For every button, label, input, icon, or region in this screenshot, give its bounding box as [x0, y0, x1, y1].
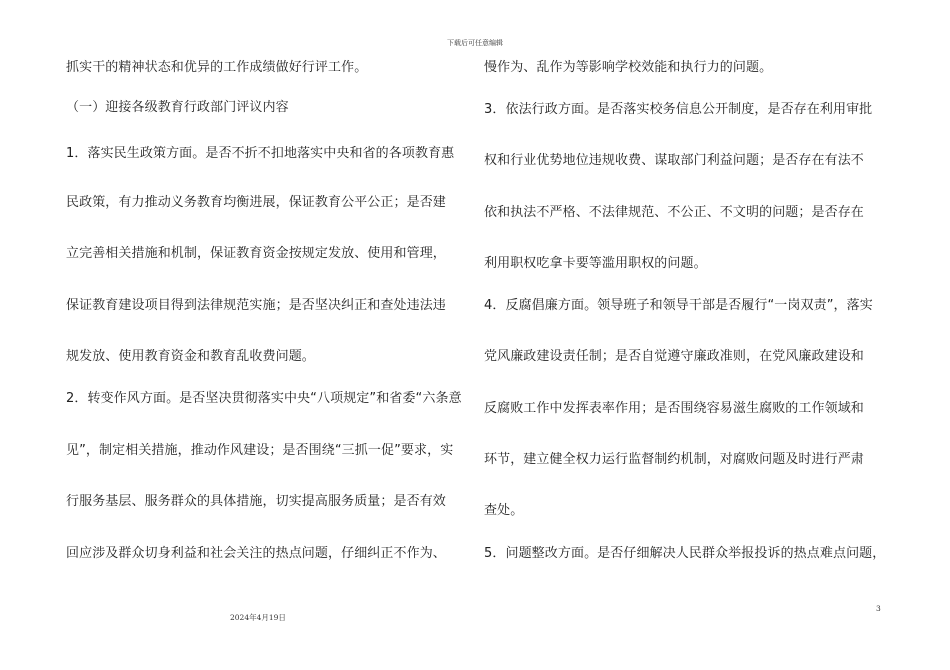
text-line: 规发放、使用教育资金和教育乱收费问题。 — [66, 349, 315, 364]
text-line: 5．问题整改方面。是否仔细解决人民群众举报投诉的热点难点问题， — [484, 546, 886, 561]
text-line: 抓实干的精神状态和优异的工作成绩做好行评工作。 — [66, 60, 368, 75]
footer-date: 2024年4月19日 — [230, 613, 286, 622]
text-line: 行服务基层、服务群众的具体措施，切实提高服务质量；是否有效 — [66, 494, 446, 509]
text-line: 保证教育建设项目得到法律规范实施；是否坚决纠正和查处违法违 — [66, 298, 446, 313]
page-number: 3 — [876, 604, 881, 613]
page-header: 下载后可任意编辑 — [447, 39, 503, 47]
text-line: 权和行业优势地位违规收费、谋取部门利益问题；是否存在有法不 — [484, 153, 864, 168]
text-line: 4．反腐倡廉方面。领导班子和领导干部是否履行“一岗双责”，落实 — [484, 298, 873, 313]
text-line: 1．落实民生政策方面。是否不折不扣地落实中央和省的各项教育惠 — [66, 146, 455, 161]
text-line: 见”，制定相关措施，推动作风建设；是否围绕“三抓一促”要求，实 — [66, 443, 454, 458]
text-line: 民政策，有力推动义务教育均衡进展，保证教育公平公正；是否建 — [66, 195, 446, 210]
text-line: 3．依法行政方面。是否落实校务信息公开制度，是否存在利用审批 — [484, 102, 873, 117]
text-line: 回应涉及群众切身利益和社会关注的热点问题，仔细纠正不作为、 — [66, 546, 446, 561]
text-line: 慢作为、乱作为等影响学校效能和执行力的问题。 — [484, 60, 773, 75]
text-line: 反腐败工作中发挥表率作用；是否围绕容易滋生腐败的工作领域和 — [484, 401, 864, 416]
text-line: 党风廉政建设责任制；是否自觉遵守廉政准则，在党风廉政建设和 — [484, 349, 864, 364]
text-line: 依和执法不严格、不法律规范、不公正、不文明的问题；是否存在 — [484, 205, 864, 220]
text-line: 环节，建立健全权力运行监督制约机制，对腐败问题及时进行严肃 — [484, 452, 864, 467]
text-line: 查处。 — [484, 503, 524, 518]
text-line: 利用职权吃拿卡要等滥用职权的问题。 — [484, 256, 707, 271]
text-line: 立完善相关措施和机制，保证教育资金按规定发放、使用和管理， — [66, 246, 446, 261]
section-heading: （一）迎接各级教育行政部门评议内容 — [66, 100, 289, 115]
text-line: 2．转变作风方面。是否坚决贯彻落实中央“八项规定”和省委“六条意 — [66, 391, 462, 406]
